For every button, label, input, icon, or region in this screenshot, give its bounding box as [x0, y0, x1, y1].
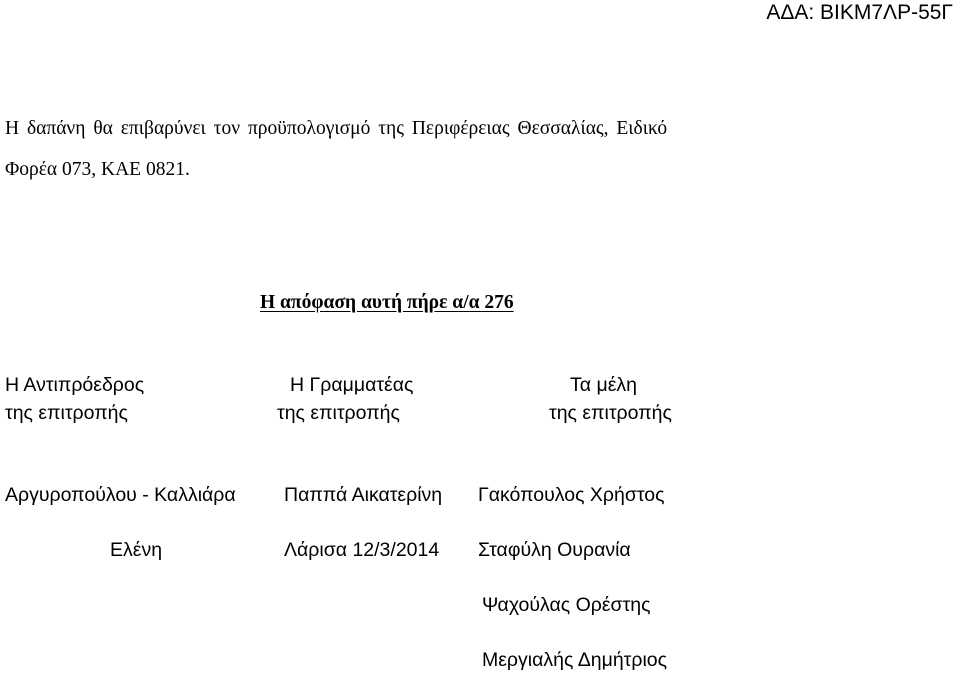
member-name: Γακόπουλος Χρήστος [478, 484, 665, 506]
secretary-name: Παππά Αικατερίνη [284, 484, 443, 506]
member-name: Ψαχούλας Ορέστης [482, 594, 651, 616]
member-name: Σταφύλη Ουρανία [478, 539, 631, 561]
members-role: Τα μέλη [570, 374, 637, 396]
members-committee: της επιτροπής [549, 402, 672, 424]
place-date: Λάρισα 12/3/2014 [284, 539, 440, 561]
member-name: Μεργιαλής Δημήτριος [482, 649, 668, 671]
secretary-committee: της επιτροπής [277, 402, 400, 424]
expense-paragraph-line-2: Φορέα 073, ΚΑΕ 0821. [5, 159, 190, 180]
vice-chair-committee: της επιτροπής [5, 402, 128, 424]
vice-chair-role: Η Αντιπρόεδρος [5, 374, 145, 396]
vice-chair-name-line-1: Αργυροπούλου - Καλλιάρα [5, 484, 236, 506]
vice-chair-name-line-2: Ελένη [110, 539, 163, 561]
secretary-role: Η Γραμματέας [290, 374, 414, 396]
decision-number-heading: Η απόφαση αυτή πήρε α/α 276 [260, 292, 514, 313]
ada-code: ΑΔΑ: ΒΙΚΜ7ΛΡ-55Γ [766, 1, 953, 24]
expense-paragraph-line-1: Η δαπάνη θα επιβαρύνει τον προϋπολογισμό της Περιφέρειας Θεσσαλίας, Ειδικό [5, 118, 668, 139]
